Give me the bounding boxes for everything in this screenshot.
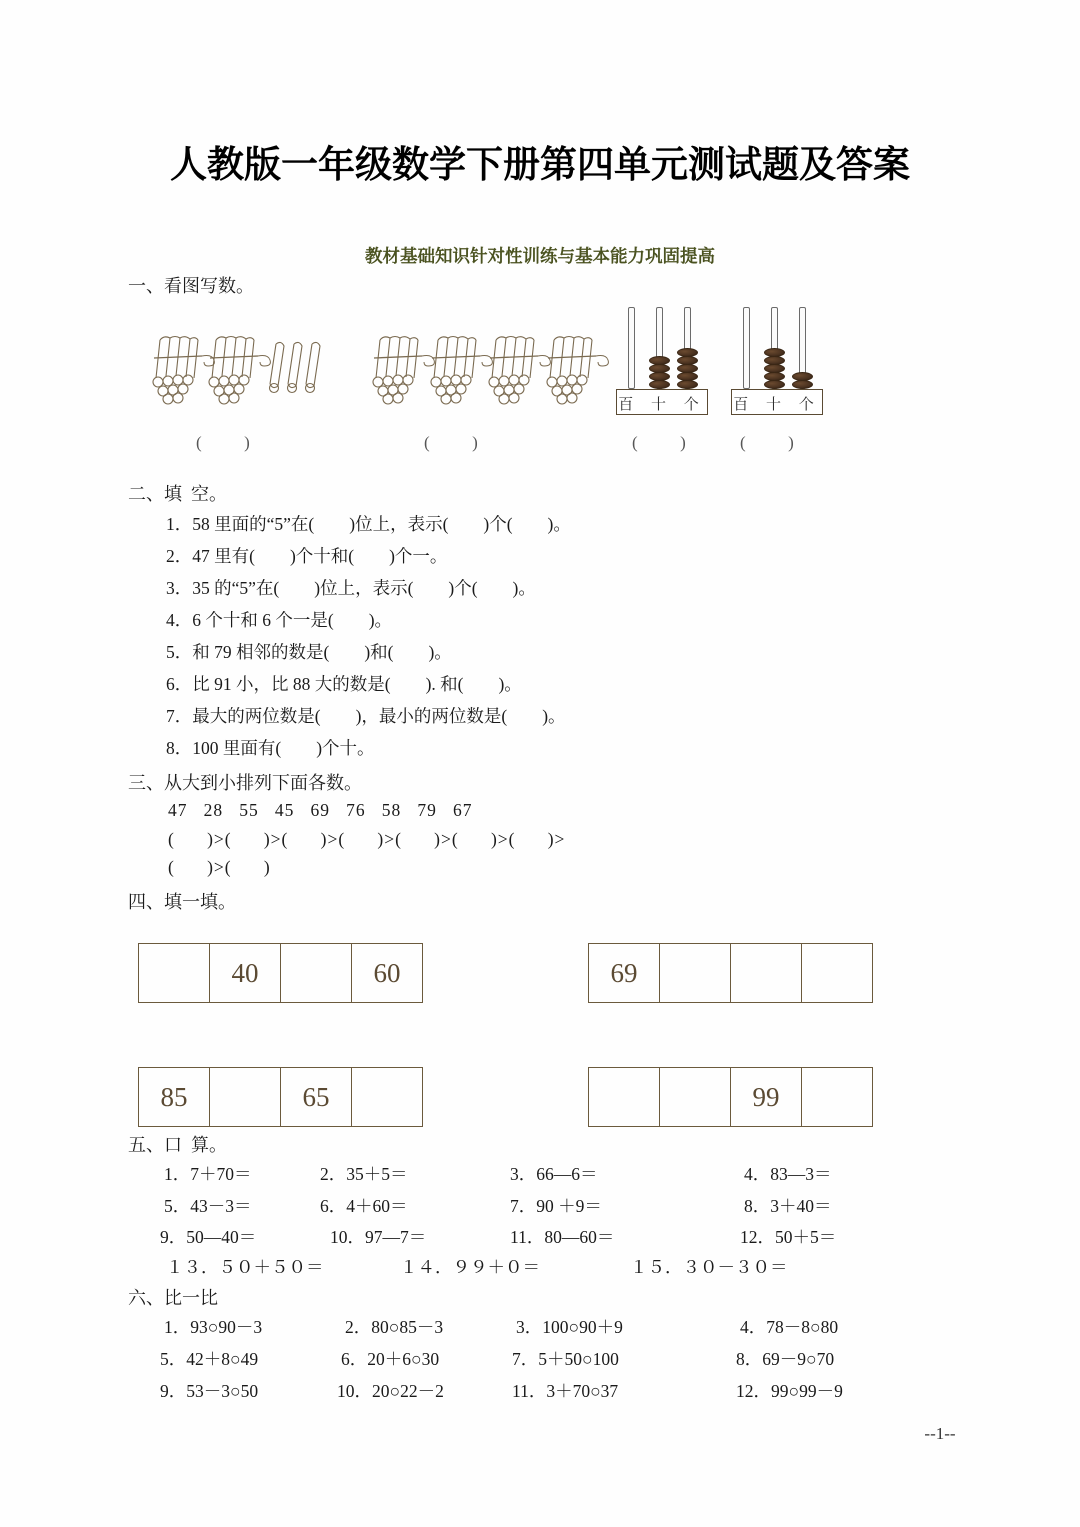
fill-table-top-right[interactable] (588, 943, 873, 1003)
section-six-heading: 六、比一比 (128, 1288, 218, 1308)
figure-sticks-23 (150, 330, 330, 410)
order-numbers-list: 47 28 55 45 69 76 58 79 67 (168, 800, 473, 820)
table-cell[interactable]: 69 (589, 944, 660, 1003)
order-answer-row-1[interactable]: ( )>( )>( )>( )>( )>( )>( )> (168, 829, 566, 849)
compare-item-4[interactable]: 4．78－8○80 (740, 1317, 839, 1337)
abacus-place-labels: 百 十 个 (733, 397, 821, 413)
table-cell[interactable]: 65 (281, 1068, 352, 1127)
fill-blank-item-5[interactable]: 5．和 79 相邻的数是( )和( )。 (166, 642, 452, 662)
fill-blank-item-7[interactable]: 7．最大的两位数是( )，最小的两位数是( )。 (166, 706, 566, 726)
section-four-heading: 四、填一填。 (128, 892, 236, 912)
abacus-bead (649, 380, 670, 389)
sticks-illustration-icon (370, 330, 610, 410)
oral-calc-item-1[interactable]: 1．7＋70＝ (164, 1164, 252, 1184)
fill-blank-item-8[interactable]: 8．100 里面有( )个十。 (166, 738, 375, 758)
oral-calc-item-14[interactable]: １４．９９＋０＝ (400, 1257, 540, 1277)
page-subtitle: 教材基础知识针对性训练与基本能力巩固提高 (365, 247, 715, 267)
fill-blank-item-1[interactable]: 1．58 里面的“5”在( )位上，表示( )个( )。 (166, 514, 571, 534)
fill-blank-item-3[interactable]: 3．35 的“5”在( )位上，表示( )个( )。 (166, 578, 536, 598)
oral-calc-item-5[interactable]: 5．43－3＝ (164, 1196, 252, 1216)
table-cell[interactable] (210, 1068, 281, 1127)
compare-item-8[interactable]: 8．69－9○70 (736, 1349, 835, 1369)
abacus-rod-hundreds (628, 307, 635, 389)
abacus-bead (792, 380, 813, 389)
order-answer-row-2[interactable]: ( )>( ) (168, 857, 271, 877)
table-row (139, 1068, 423, 1127)
abacus-rod-hundreds (743, 307, 750, 389)
section-three-heading: 三、从大到小排列下面各数。 (128, 773, 362, 793)
fill-table-bottom-right[interactable] (588, 1067, 873, 1127)
table-cell[interactable] (589, 1068, 660, 1127)
figure-abacus-52 (729, 303, 825, 413)
table-row (139, 944, 423, 1003)
section-two-heading: 二、填 空。 (128, 484, 227, 504)
section-five-heading: 五、口 算。 (128, 1135, 227, 1155)
oral-calc-item-4[interactable]: 4．83—3＝ (744, 1164, 832, 1184)
oral-calc-item-12[interactable]: 12．50＋5＝ (740, 1227, 837, 1247)
figure-answer-blank-1[interactable]: ( ) (196, 433, 250, 452)
figure-answer-blank-4[interactable]: ( ) (740, 433, 794, 452)
fill-blank-item-4[interactable]: 4．6 个十和 6 个一是( )。 (166, 610, 393, 630)
compare-item-10[interactable]: 10．20○22－2 (337, 1381, 444, 1401)
compare-item-2[interactable]: 2．80○85－3 (345, 1317, 444, 1337)
compare-item-7[interactable]: 7．5＋50○100 (512, 1349, 619, 1369)
oral-calc-item-15[interactable]: １５．３０－３０＝ (630, 1257, 788, 1277)
oral-calc-item-8[interactable]: 8．3＋40＝ (744, 1196, 832, 1216)
oral-calc-item-3[interactable]: 3．66—6＝ (510, 1164, 598, 1184)
fill-blank-item-2[interactable]: 2．47 里有( )个十和( )个一。 (166, 546, 448, 566)
oral-calc-item-6[interactable]: 6．4＋60＝ (320, 1196, 408, 1216)
table-cell[interactable]: 60 (352, 944, 423, 1003)
fill-blank-item-6[interactable]: 6．比 91 小，比 88 大的数是( ). 和( )。 (166, 674, 522, 694)
table-cell[interactable] (352, 1068, 423, 1127)
table-cell[interactable] (281, 944, 352, 1003)
abacus-bead (677, 380, 698, 389)
compare-item-9[interactable]: 9．53－3○50 (160, 1381, 259, 1401)
abacus-bead (764, 380, 785, 389)
page-number: --1-- (924, 1424, 956, 1443)
table-cell[interactable] (660, 1068, 731, 1127)
oral-calc-item-9[interactable]: 9．50—40＝ (160, 1227, 257, 1247)
compare-item-6[interactable]: 6．20＋6○30 (341, 1349, 440, 1369)
compare-item-12[interactable]: 12．99○99－9 (736, 1381, 843, 1401)
table-cell[interactable] (660, 944, 731, 1003)
oral-calc-item-11[interactable]: 11．80—60＝ (510, 1227, 615, 1247)
compare-item-3[interactable]: 3．100○90＋9 (516, 1317, 623, 1337)
abacus-place-labels: 百 十 个 (618, 397, 706, 413)
oral-calc-item-10[interactable]: 10．97—7＝ (330, 1227, 427, 1247)
table-cell[interactable] (802, 944, 873, 1003)
figure-answer-blank-2[interactable]: ( ) (424, 433, 478, 452)
oral-calc-item-2[interactable]: 2．35＋5＝ (320, 1164, 408, 1184)
table-cell[interactable] (731, 944, 802, 1003)
table-row (589, 1068, 873, 1127)
fill-table-bottom-left[interactable] (138, 1067, 423, 1127)
section-one-heading: 一、看图写数。 (128, 276, 254, 296)
figure-abacus-45 (614, 303, 710, 413)
table-cell[interactable] (802, 1068, 873, 1127)
figure-answer-blank-3[interactable]: ( ) (632, 433, 686, 452)
table-cell[interactable]: 85 (139, 1068, 210, 1127)
compare-item-11[interactable]: 11．3＋70○37 (512, 1381, 619, 1401)
oral-calc-item-7[interactable]: 7．90 ＋9＝ (510, 1196, 602, 1216)
figure-sticks-40 (370, 330, 610, 410)
table-cell[interactable]: 99 (731, 1068, 802, 1127)
table-cell[interactable]: 40 (210, 944, 281, 1003)
sticks-illustration-icon (150, 330, 330, 410)
table-cell[interactable] (139, 944, 210, 1003)
compare-item-5[interactable]: 5．42＋8○49 (160, 1349, 259, 1369)
compare-item-1[interactable]: 1．93○90－3 (164, 1317, 263, 1337)
table-row (589, 944, 873, 1003)
oral-calc-item-13[interactable]: １３．５０＋５０＝ (166, 1257, 324, 1277)
fill-table-top-left[interactable] (138, 943, 423, 1003)
page-title: 人教版一年级数学下册第四单元测试题及答案 (170, 143, 910, 186)
